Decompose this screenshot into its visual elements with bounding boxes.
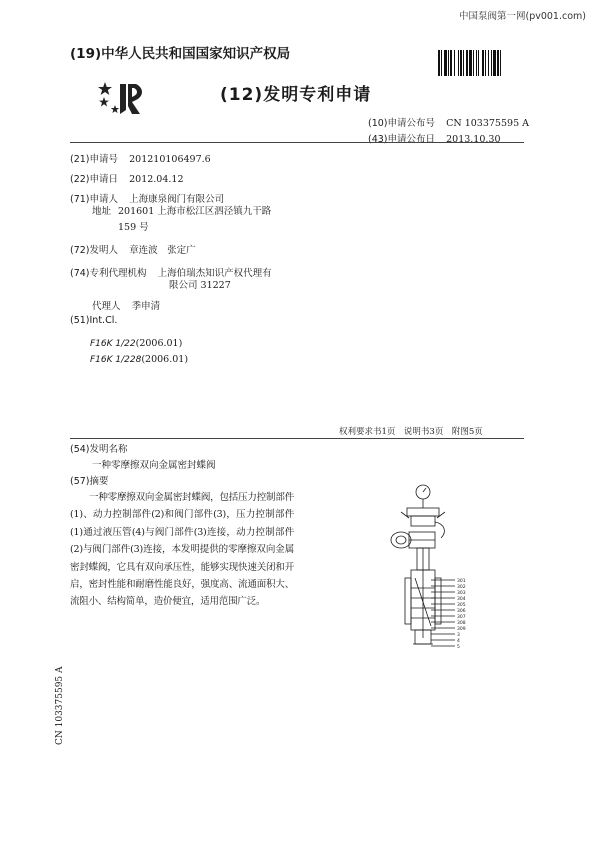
agency-name-line-1: 上海伯瑞杰知识产权代理有 (157, 268, 272, 279)
classification-1-version: (2006.01) (135, 338, 183, 349)
address-line-2: 159 号 (118, 222, 149, 233)
publication-number-label: (10)申请公布号 (368, 118, 436, 129)
publication-date-label: (43)申请公布日 (368, 134, 436, 145)
address-label: 地址 (92, 206, 112, 217)
figure-label: 307 (457, 615, 466, 620)
classification-1-code: F16K 1/22 (90, 339, 136, 349)
inventors-label: (72)发明人 (70, 245, 119, 256)
pages-divider (70, 438, 524, 439)
application-number-label: (21)申请号 (70, 154, 119, 165)
pages-info: 权利要求书1页 说明书3页 附图5页 (339, 427, 483, 437)
figure-label: 308 (457, 621, 466, 626)
side-publication-number: CN 103375595 A (55, 666, 65, 745)
abstract-text: 一种零摩擦双向金属密封蝶阀，包括压力控制部件(1)、动力控制部件(2)和阀门部件(3)，压力控制部件(1)通过液压管(4)与阀门部件(3)连接，动力控制部件(2)与阀门部件(3)连接，本发明提供的零摩擦双向金属密封蝶阀，它具有双向承压性，能够实现快速关闭和开启，密封性能和耐磨性能良好，强度高、流通面积大、流阻小、结构简单，造价便宜，适用范围广泛。 (70, 492, 294, 608)
header-divider (70, 142, 524, 143)
agent-row (92, 294, 160, 313)
applicant-label: (71)申请人 (70, 194, 119, 205)
application-number-row (70, 147, 211, 166)
publication-date-row (368, 127, 501, 146)
barcode (438, 50, 525, 76)
figure-label: 309 (457, 627, 466, 632)
figure-label: 3 (457, 633, 460, 638)
inventors-row (70, 238, 196, 257)
agent-name: 季申清 (131, 301, 161, 312)
figure-label: 301 (457, 579, 466, 584)
classification-2-version: (2006.01) (141, 354, 189, 365)
publication-number: CN 103375595 A (446, 118, 529, 129)
application-date-row (70, 167, 184, 186)
intcl-label: (51)Int.Cl. (70, 315, 118, 326)
figure-label: 5 (457, 645, 460, 650)
application-number: 201210106497.6 (129, 154, 211, 165)
classification-2-code: F16K 1/228 (90, 355, 142, 365)
address-line-1: 201601 上海市松江区泗泾镇九干路 (118, 206, 272, 217)
application-date-label: (22)申请日 (70, 174, 119, 185)
invention-title: 一种零摩擦双向金属密封蝶阀 (92, 460, 216, 471)
application-date: 2012.04.12 (129, 174, 184, 185)
agency-name-line-2: 限公司 31227 (169, 280, 231, 291)
authority-title: (19)中华人民共和国国家知识产权局 (70, 46, 291, 62)
classification-2 (90, 347, 188, 366)
cnipa-emblem (96, 80, 154, 118)
figure-label: 305 (457, 603, 466, 608)
figure-label: 306 (457, 609, 466, 614)
document-type: (12)发明专利申请 (220, 85, 372, 105)
site-watermark: 中国泵阀第一网(pv001.com) (458, 11, 586, 22)
valve-drawing (375, 478, 485, 670)
figure-label: 4 (457, 639, 460, 644)
figure-label: 302 (457, 585, 466, 590)
figure-label: 303 (457, 591, 466, 596)
applicant-name: 上海康泉阀门有限公司 (129, 194, 225, 205)
publication-date: 2013.10.30 (446, 134, 501, 145)
agent-label: 代理人 (92, 301, 121, 312)
inventors-names: 章连波 张定广 (129, 245, 196, 256)
title-label: (54)发明名称 (70, 444, 128, 455)
abstract-label: (57)摘要 (70, 476, 109, 487)
figure-label: 304 (457, 597, 466, 602)
agency-label: (74)专利代理机构 (70, 268, 147, 279)
